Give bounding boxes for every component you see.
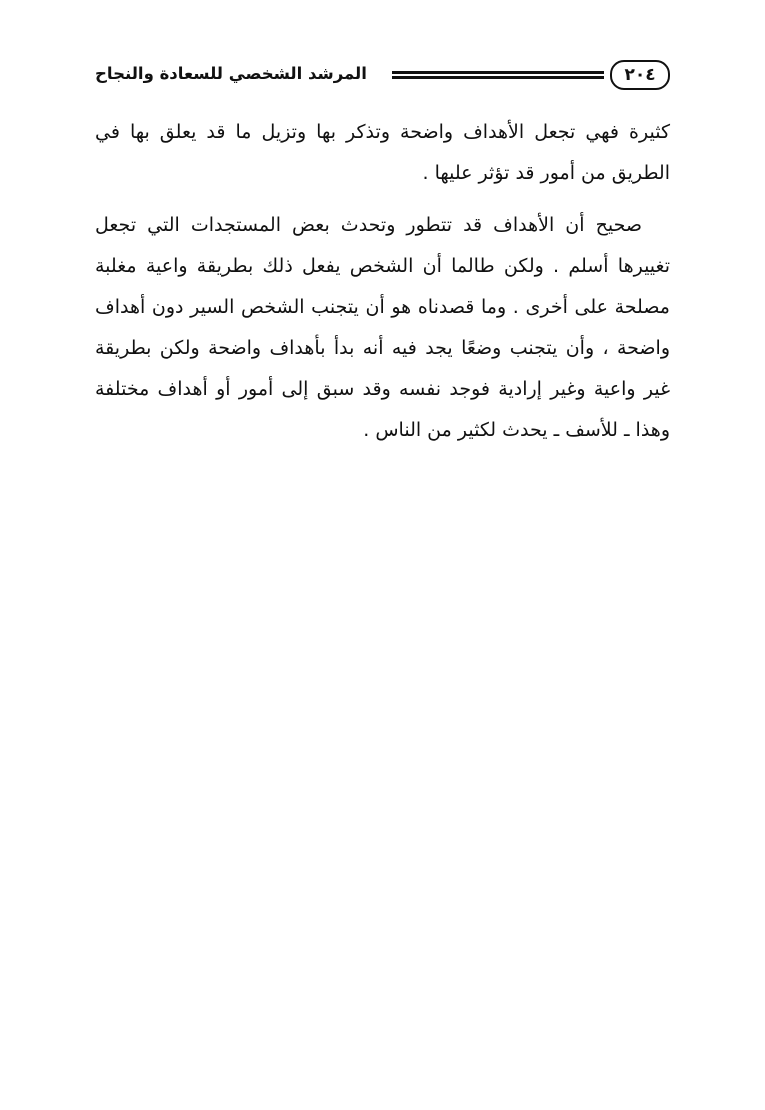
- book-title: المرشد الشخصي للسعادة والنجاح: [95, 64, 367, 83]
- paragraph: كثيرة فهي تجعل الأهداف واضحة وتذكر بها وتزيل ما قد يعلق بها في الطريق من أمور قد تؤثر عليها .: [95, 121, 670, 184]
- header-rule-line: [392, 71, 604, 74]
- body-text: [95, 112, 670, 451]
- header-double-rule: [392, 70, 604, 80]
- running-header: [95, 60, 670, 94]
- header-rule-line: [392, 76, 604, 79]
- paragraph: صحيح أن الأهداف قد تتطور وتحدث بعض المستجدات التي تجعل تغييرها أسلم . ولكن طالما أن الشخص يفعل ذلك بطريقة واعية مغلبة مصلحة على أخرى . وما قصدناه هو أن يتجنب الشخص السير دون أهداف واضحة ، وأن يتجنب وضعًا يجد فيه أنه بدأ بأهداف واضحة ولكن بطريقة غير واعية وغير إرادية فوجد نفسه وقد سبق إلى أمور أو أهداف مختلفة وهذا ـ للأسف ـ يحدث لكثير من الناس .: [95, 214, 670, 441]
- page-number: ٢٠٤: [624, 64, 656, 85]
- page-number-badge: [610, 60, 670, 90]
